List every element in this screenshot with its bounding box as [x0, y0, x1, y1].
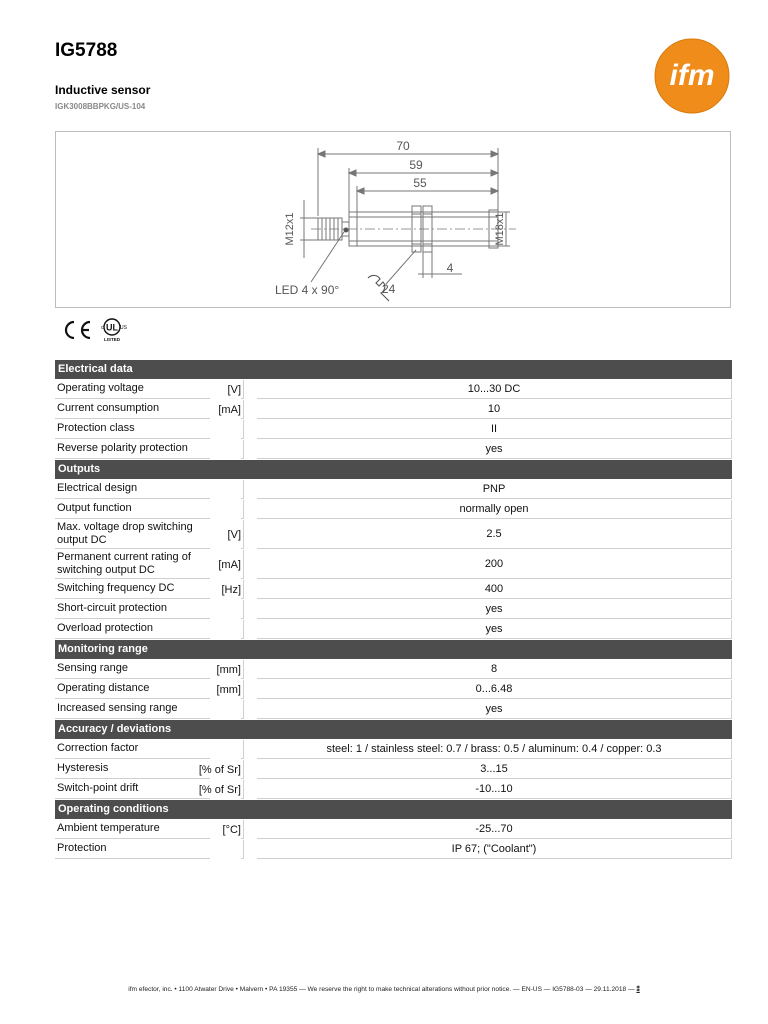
row-value: 10: [257, 400, 732, 419]
led-label: LED 4 x 90°: [275, 283, 340, 297]
table-row: [55, 740, 732, 759]
row-value: yes: [257, 600, 732, 619]
row-label: Protection class: [57, 422, 135, 434]
row-label: Hysteresis: [57, 762, 109, 774]
row-label: Max. voltage drop switching output DC: [57, 521, 193, 546]
table-row: [55, 480, 732, 499]
table-row: [55, 440, 732, 459]
ce-mark-icon: [66, 322, 90, 338]
row-unit: [205, 440, 241, 459]
table-row: [55, 500, 732, 519]
row-unit: [205, 600, 241, 619]
table-row: [55, 620, 732, 639]
row-unit: [% of Sr]: [198, 783, 241, 796]
row-value: -10...10: [257, 780, 732, 799]
row-label: Switch-point drift: [57, 782, 139, 794]
row-label: Output function: [57, 502, 132, 514]
row-label: Current consumption: [57, 402, 160, 414]
row-value: IP 67; ("Coolant"): [257, 840, 732, 859]
row-label: Operating distance: [57, 682, 150, 694]
dim-55-label: 55: [413, 176, 427, 190]
row-unit: [V]: [227, 383, 241, 396]
row-value: 2.5: [257, 520, 732, 549]
row-unit: [°C]: [222, 823, 241, 836]
section-header-monitoring-range: Monitoring range: [55, 640, 732, 659]
table-row: [55, 680, 732, 699]
row-label: Permanent current rating of switching output DC: [57, 551, 191, 576]
table-row: [55, 420, 732, 439]
row-label: Protection: [57, 842, 107, 854]
section-header-operating-conditions: Operating conditions: [55, 800, 732, 819]
svg-text:US: US: [120, 325, 127, 331]
row-label: Electrical design: [57, 482, 138, 494]
table-row: [55, 380, 732, 399]
dim-59-label: 59: [409, 158, 423, 172]
row-value: 3...15: [257, 760, 732, 779]
row-value: yes: [257, 620, 732, 639]
table-row: [55, 550, 732, 579]
section-header-outputs: Outputs: [55, 460, 732, 479]
page-title: IG5788: [55, 40, 118, 61]
row-value: yes: [257, 440, 732, 459]
row-unit: [mm]: [216, 683, 241, 696]
ifm-logo-text: ifm: [669, 59, 715, 92]
spec-table: [55, 360, 732, 860]
row-unit: [205, 700, 241, 719]
row-label: Switching frequency DC: [57, 582, 175, 594]
svg-text:LISTED: LISTED: [103, 337, 121, 342]
product-subtitle: Inductive sensor: [55, 83, 151, 97]
row-unit: [205, 480, 241, 499]
row-unit: [205, 420, 241, 439]
row-value: normally open: [257, 500, 732, 519]
row-unit: [205, 620, 241, 639]
table-row: [55, 600, 732, 619]
section-header-accuracy-deviations: Accuracy / deviations: [55, 720, 732, 739]
table-row: [55, 760, 732, 779]
row-value: 8: [257, 660, 732, 679]
table-row: [55, 780, 732, 799]
row-label: Increased sensing range: [57, 702, 178, 714]
svg-text:UL: UL: [106, 322, 118, 333]
table-row: [55, 840, 732, 859]
table-row: [55, 700, 732, 719]
thread-m12-label: M12x1: [284, 212, 296, 246]
table-row: [55, 520, 732, 549]
thread-m18-label: M18x1: [494, 212, 506, 246]
row-label: Ambient temperature: [57, 822, 160, 834]
row-label: Correction factor: [57, 742, 139, 754]
row-unit: [205, 740, 241, 759]
dim-70-label: 70: [396, 139, 410, 153]
row-label: Operating voltage: [57, 382, 144, 394]
row-value: 400: [257, 580, 732, 599]
sensor-dimension-diagram: [56, 132, 732, 309]
row-label: Overload protection: [57, 622, 153, 634]
row-value: 200: [257, 550, 732, 579]
dim-4-label: 4: [446, 261, 454, 275]
row-unit: [205, 840, 241, 859]
row-value: -25...70: [257, 820, 732, 839]
row-label: Short-circuit protection: [57, 602, 168, 614]
row-value: 10...30 DC: [257, 380, 732, 399]
table-row: [55, 660, 732, 679]
row-unit: [mA]: [218, 558, 241, 571]
certification-marks: [60, 316, 140, 346]
row-value: II: [257, 420, 732, 439]
wrench-size-label: 24: [382, 282, 396, 296]
dimension-drawing: [55, 131, 731, 308]
row-unit: [V]: [227, 528, 241, 541]
footer-text: ifm efector, inc. • 1100 Atwater Drive • Malvern • PA 19355 — We reserve the right to make technical alterations without prior notice. — EN-US — IG5788-03 — 29.11.2018 —: [128, 986, 635, 993]
row-value: 0...6.48: [257, 680, 732, 699]
row-unit: [205, 500, 241, 519]
row-value: PNP: [257, 480, 732, 499]
table-row: [55, 400, 732, 419]
row-unit: [mm]: [216, 663, 241, 676]
product-code: IGK3008BBPKG/US-104: [55, 102, 146, 111]
section-header-electrical-data: Electrical data: [55, 360, 732, 379]
ifm-logo: [654, 38, 730, 114]
row-unit: [Hz]: [221, 583, 241, 596]
table-row: [55, 580, 732, 599]
row-unit: [% of Sr]: [198, 763, 241, 776]
page-footer: [0, 985, 768, 993]
ul-listed-icon: [101, 319, 128, 342]
revision-mark-icon: ⁑: [636, 986, 640, 993]
row-label: Sensing range: [57, 662, 128, 674]
row-label: Reverse polarity protection: [57, 442, 188, 454]
row-value: yes: [257, 700, 732, 719]
row-value: steel: 1 / stainless steel: 0.7 / brass: 0.5 / aluminum: 0.4 / copper: 0.3: [257, 740, 732, 759]
table-row: [55, 820, 732, 839]
svg-text:c: c: [101, 325, 104, 331]
row-unit: [mA]: [218, 403, 241, 416]
